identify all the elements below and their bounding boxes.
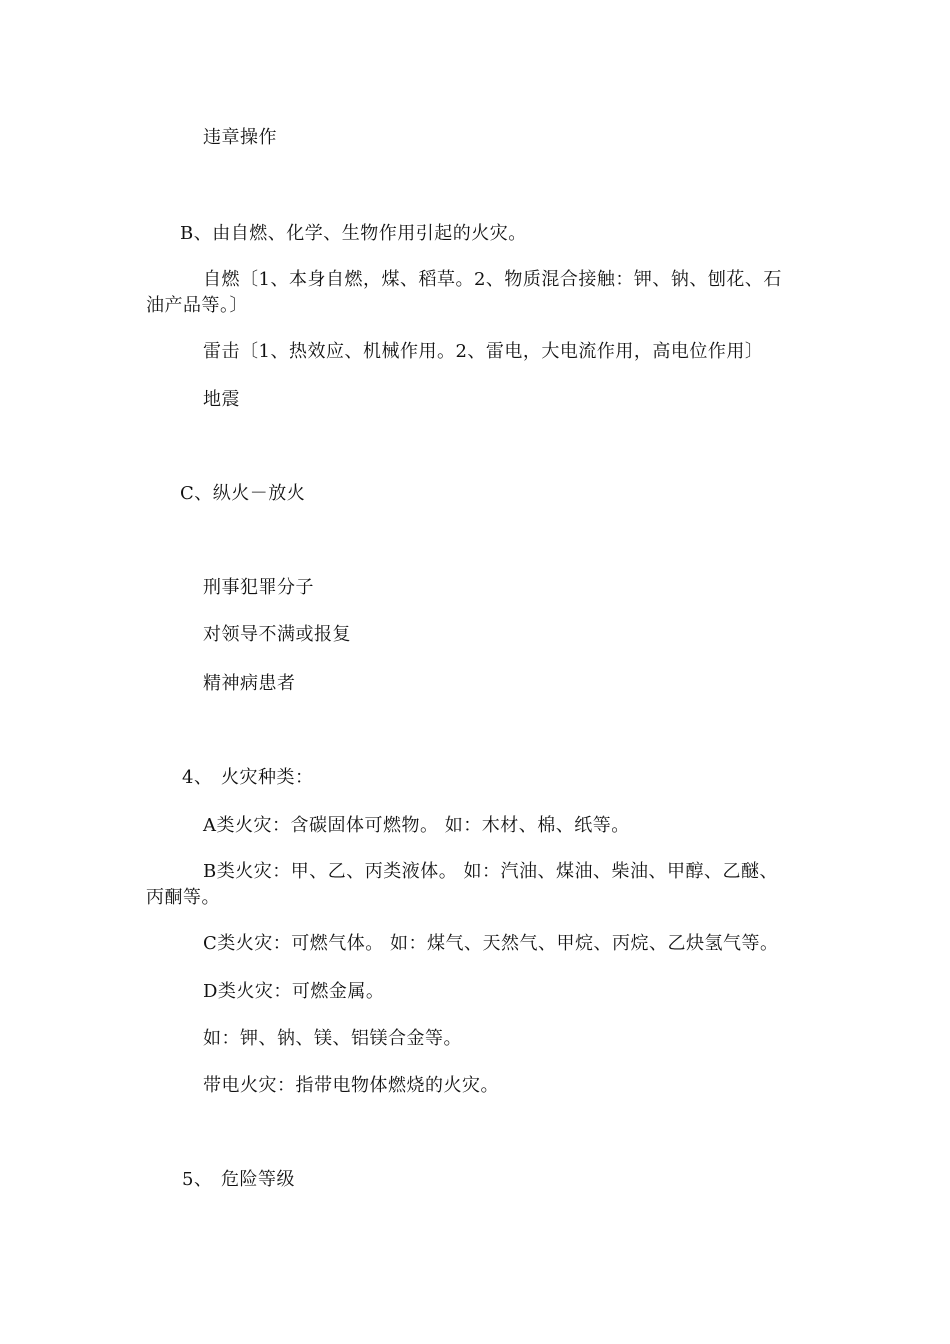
- line-class-d: D类火灾：可燃金属。: [203, 981, 385, 1002]
- line-revenge: 对领导不满或报复: [203, 624, 351, 645]
- section-4-number: 4、: [182, 767, 213, 788]
- section-5-title: 危险等级: [221, 1169, 295, 1190]
- section-b-heading: B、由自燃、化学、生物作用引起的火灾。: [180, 223, 527, 244]
- line-class-d-example: 如：钾、钠、镁、铝镁合金等。: [203, 1028, 462, 1049]
- line-mental: 精神病患者: [203, 673, 296, 694]
- line-class-c: C类火灾：可燃气体。 如：煤气、天然气、甲烷、丙烷、乙炔氢气等。: [203, 933, 779, 954]
- line-spontaneous-1: 自燃〔1、本身自燃，煤、稻草。2、物质混合接触：钾、钠、刨花、石: [203, 269, 782, 290]
- section-4-title: 火灾种类：: [221, 767, 314, 788]
- line-violation: 违章操作: [203, 127, 277, 148]
- line-class-b-1: B类火灾：甲、乙、丙类液体。 如：汽油、煤油、柴油、甲醇、乙醚、: [203, 861, 778, 882]
- line-class-a: A类火灾：含碳固体可燃物。 如：木材、棉、纸等。: [203, 815, 630, 836]
- line-class-b-2: 丙酮等。: [146, 887, 220, 908]
- line-electric-fire: 带电火灾：指带电物体燃烧的火灾。: [203, 1075, 499, 1096]
- section-5-number: 5、: [182, 1169, 213, 1190]
- line-spontaneous-2: 油产品等。〕: [146, 295, 248, 316]
- line-lightning: 雷击〔1、热效应、机械作用。2、雷电，大电流作用，高电位作用〕: [203, 341, 764, 362]
- line-earthquake: 地震: [203, 389, 240, 410]
- section-c-heading: C、纵火－放火: [180, 483, 306, 504]
- line-criminal: 刑事犯罪分子: [203, 577, 314, 598]
